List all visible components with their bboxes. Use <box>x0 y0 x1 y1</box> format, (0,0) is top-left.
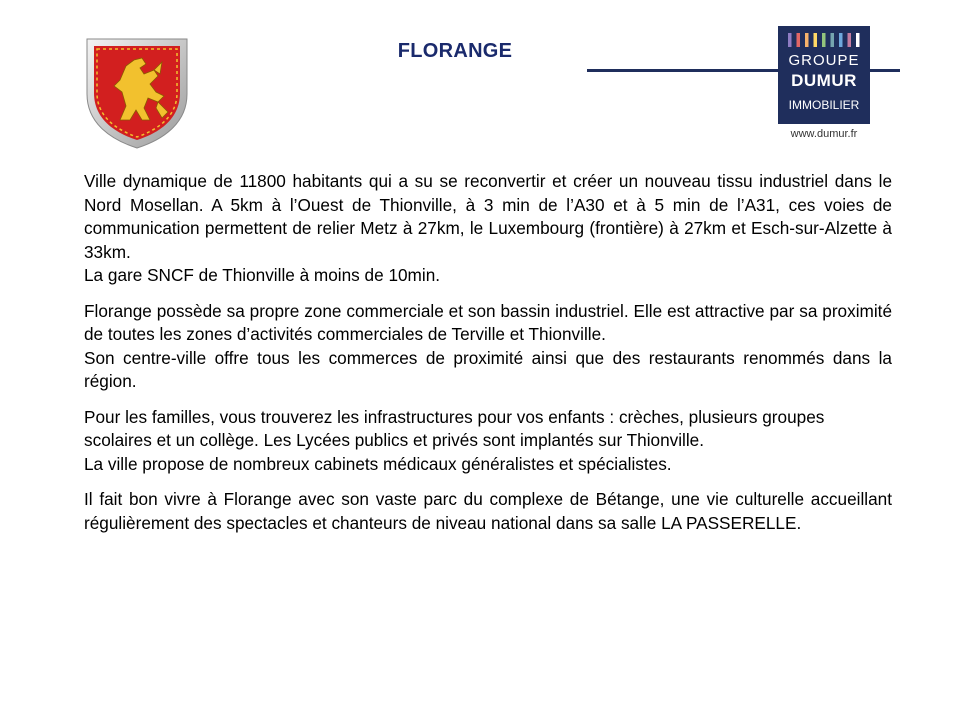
logo-bar <box>822 33 826 47</box>
paragraph-text: La ville propose de nombreux cabinets médicaux généralistes et spécialistes. <box>84 453 672 474</box>
logo-bar <box>839 33 843 47</box>
logo-bar <box>788 33 792 47</box>
florange-coat-of-arms-icon <box>84 36 190 150</box>
paragraph-text: Son centre-ville offre tous les commerces de proximité ainsi que des restaurants renommés dans la région. <box>84 347 892 391</box>
logo-bar <box>797 33 801 47</box>
groupe-dumur-logo <box>778 26 870 124</box>
website-link[interactable]: www.dumur.fr <box>790 128 858 140</box>
logo-bar <box>814 33 818 47</box>
logo-line-groupe: GROUPE <box>788 52 860 69</box>
description-body <box>84 170 892 547</box>
logo-color-bars-icon <box>784 32 864 48</box>
logo-line-immobilier: IMMOBILIER <box>788 98 860 112</box>
logo-bar <box>856 33 860 47</box>
paragraph-text: Ville dynamique de 11800 habitants qui a su se reconvertir et créer un nouveau tissu industriel dans le Nord Mosellan. A 5km à l’Ouest de Thionville, à 3 min de l’A30 et à 5 min de l’A31, ces voies de communication permettent de relier Metz à 27km, le Luxembourg (frontière) à 27km et Esch-sur-Alzette à 33km. <box>84 171 892 262</box>
paragraph-text: La gare SNCF de Thionville à moins de 10min. <box>84 265 441 285</box>
header-rule-left <box>587 69 779 72</box>
paragraph-text: Pour les familles, vous trouverez les infrastructures pour vos enfants : crèches, plusieurs groupes scolaires et un collège. Les Lycées publics et privés sont implantés sur Thionville. <box>84 406 825 450</box>
paragraph-text: Florange possède sa propre zone commerciale et son bassin industriel. Elle est attractive par sa proximité de toutes les zones d’activités commerciales de Terville et Thionville. <box>84 300 892 344</box>
logo-bar <box>848 33 852 47</box>
page-title: FLORANGE <box>397 40 513 62</box>
logo-line-dumur: DUMUR <box>791 71 857 90</box>
paragraph-commerce <box>84 300 892 394</box>
paragraph-text: Il fait bon vivre à Florange avec son vaste parc du complexe de Bétange, une vie culturelle accueillant régulièrement des spectacles et chanteurs de niveau national dans sa salle LA PASSERELLE. <box>84 489 892 533</box>
paragraph-location <box>84 170 892 288</box>
paragraph-culture <box>84 488 892 535</box>
logo-bar <box>805 33 809 47</box>
logo-bar <box>831 33 835 47</box>
paragraph-families <box>84 406 892 477</box>
header-rule-right <box>870 69 900 72</box>
